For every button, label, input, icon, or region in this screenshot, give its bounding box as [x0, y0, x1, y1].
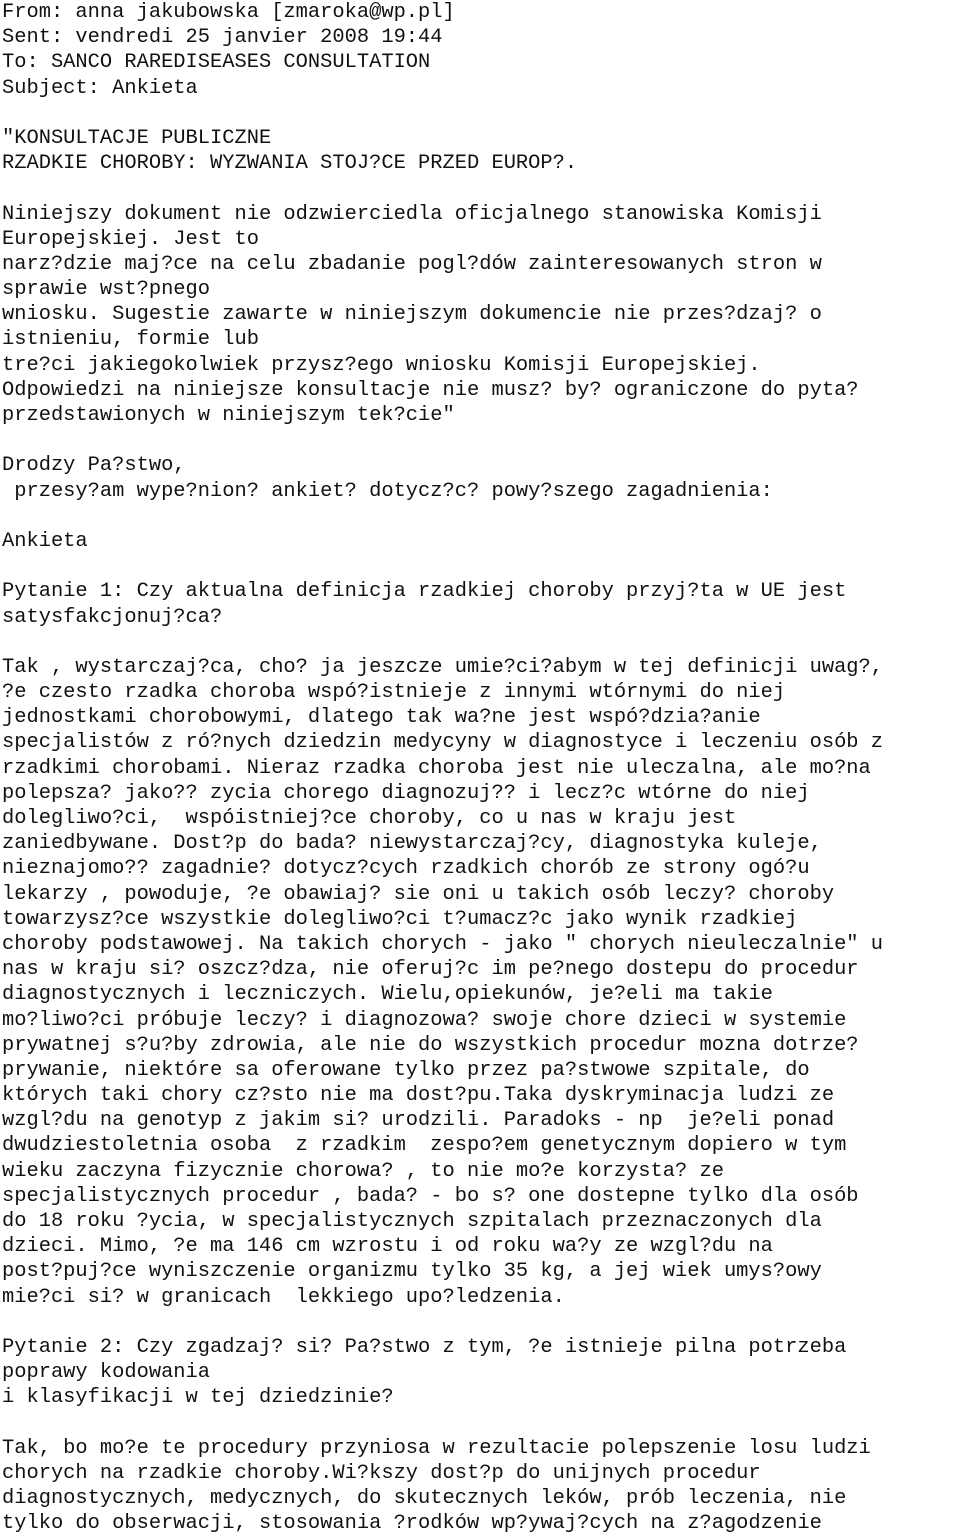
- disclaimer-line: sprawie wst?pnego: [2, 278, 211, 302]
- answer-1: [2, 655, 960, 1310]
- answer-line: prywanie, niektóre sa oferowane tylko przez pa?stwowe szpitale, do: [2, 1058, 810, 1082]
- disclaimer-line: Odpowiedzi na niniejsze konsultacje nie musz? by? ograniczone do pyta?: [2, 378, 859, 402]
- answer-line: zaniedbywane. Dost?p do bada? niewystarczaj?cy, diagnostyka kuleje,: [2, 832, 822, 856]
- answer-line: mo?liwo?ci próbuje leczy? i diagnozowa? swoje chore dzieci w systemie: [2, 1008, 847, 1032]
- answer-line: nieznajomo?? zagadnie? dotycz?cych rzadkich chorób ze strony ogó?u: [2, 857, 810, 881]
- spacer: [2, 1411, 960, 1436]
- answer-line: towarzysz?ce wszystkie dolegliwo?ci t?umacz?c jako wynik rzadkiej: [2, 907, 798, 931]
- header-to: To: SANCO RAREDISEASES CONSULTATION: [2, 51, 431, 75]
- spacer: [2, 176, 960, 201]
- answer-line: chorych na rzadkie choroby.Wi?kszy dost?p do unijnych procedur: [2, 1461, 761, 1485]
- greeting: [2, 453, 960, 503]
- consultation-title: [2, 126, 960, 176]
- answer-line: wzgl?du na genotyp z jakim si? urodzili. Paradoks - np je?eli ponad: [2, 1109, 835, 1133]
- email-header: [2, 0, 960, 101]
- answer-line: diagnostycznych, medycznych, do skutecznych leków, prób leczenia, nie: [2, 1487, 847, 1511]
- answer-line: dzieci. Mimo, ?e ma 146 cm wzrostu i od roku wa?y ze wzgl?du na: [2, 1235, 773, 1259]
- greeting-line: przesy?am wype?nion? ankiet? dotycz?c? powy?szego zagadnienia:: [2, 479, 773, 503]
- disclaimer-line: istnieniu, formie lub: [2, 328, 259, 352]
- title-line: "KONSULTACJE PUBLICZNE: [2, 126, 272, 150]
- spacer: [2, 554, 960, 579]
- answer-line: do 18 roku ?ycia, w specjalistycznych szpitalach przeznaczonych dla: [2, 1210, 822, 1233]
- spacer: [2, 1310, 960, 1335]
- answer-line: Tak, bo mo?e te procedury przyniosa w rezultacie polepszenie losu ludzi: [2, 1436, 871, 1460]
- disclaimer-line: przedstawionych w niniejszym tek?cie": [2, 404, 455, 427]
- question-line: Pytanie 2: Czy zgadzaj? si? Pa?stwo z tym, ?e istnieje pilna potrzeba: [2, 1335, 847, 1359]
- answer-2: [2, 1436, 960, 1532]
- header-subject: Subject: Ankieta: [2, 76, 198, 100]
- question-line: poprawy kodowania: [2, 1361, 211, 1385]
- answer-line: tylko do obserwacji, stosowania ?rodków wp?ywaj?cych na z?agodzenie: [2, 1512, 822, 1532]
- question-2: [2, 1335, 960, 1411]
- answer-line: jednostkami chorobowymi, dlatego tak wa?ne jest wspó?dzia?anie: [2, 706, 761, 730]
- spacer: [2, 428, 960, 453]
- header-sent: Sent: vendredi 25 janvier 2008 19:44: [2, 26, 443, 50]
- answer-line: nas w kraju si? oszcz?dza, nie oferuj?c im pe?nego dostepu do procedur: [2, 958, 859, 982]
- answer-line: których taki chory cz?sto nie ma dost?pu.Taka dyskryminacja ludzi ze: [2, 1084, 835, 1108]
- answer-line: dwudziestoletnia osoba z rzadkim zespo?em genetycznym dopiero w tym: [2, 1134, 847, 1158]
- answer-line: specjalistycznych procedur , bada? - bo s? one dostepne tylko dla osób: [2, 1184, 859, 1208]
- spacer: [2, 101, 960, 126]
- answer-line: prywatnej s?u?by zdrowia, ale nie do wszystkich procedur mozna dotrze?: [2, 1033, 859, 1057]
- answer-line: choroby podstawowej. Na takich chorych - jako " chorych nieuleczalnie" u: [2, 932, 884, 956]
- disclaimer-line: tre?ci jakiegokolwiek przysz?ego wniosku Komisji Europejskiej.: [2, 353, 761, 377]
- answer-line: Tak , wystarczaj?ca, cho? ja jeszcze umie?ci?abym w tej definicji uwag?,: [2, 655, 884, 679]
- question-line: i klasyfikacji w tej dziedzinie?: [2, 1386, 394, 1410]
- disclaimer-line: narz?dzie maj?ce na celu zbadanie pogl?dów zainteresowanych stron w: [2, 252, 822, 276]
- disclaimer-line: wniosku. Sugestie zawarte w niniejszym dokumencie nie przes?dzaj? o: [2, 303, 822, 327]
- email-body: [2, 0, 960, 1532]
- answer-line: specjalistów z ró?nych dziedzin medycyny w diagnostyce i leczeniu osób z: [2, 731, 884, 755]
- spacer: [2, 504, 960, 529]
- disclaimer-paragraph: [2, 202, 960, 429]
- disclaimer-line: Niniejszy dokument nie odzwierciedla oficjalnego stanowiska Komisji: [2, 202, 822, 226]
- answer-line: post?puj?ce wyniszczenie organizmu tylko 35 kg, a jej wiek umys?owy: [2, 1260, 822, 1284]
- greeting-line: Drodzy Pa?stwo,: [2, 454, 186, 478]
- answer-line: dolegliwo?ci, wspóistniej?ce choroby, co u nas w kraju jest: [2, 807, 737, 830]
- answer-line: ?e czesto rzadka choroba wspó?istnieje z innymi wtórnymi do niej: [2, 681, 786, 705]
- question-line: Pytanie 1: Czy aktualna definicja rzadkiej choroby przyj?ta w UE jest: [2, 580, 847, 604]
- answer-line: polepsza? jako?? zycia chorego diagnozuj?? i lecz?c wtórne do niej: [2, 781, 810, 805]
- question-line: satysfakcjonuj?ca?: [2, 605, 223, 629]
- answer-line: rzadkimi chorobami. Nieraz rzadka choroba jest nie uleczalna, ale mo?na: [2, 756, 871, 780]
- answer-line: diagnostycznych i leczniczych. Wielu,opiekunów, je?eli ma takie: [2, 983, 773, 1007]
- answer-line: lekarzy , powoduje, ?e obawiaj? sie oni u takich osób leczy? choroby: [2, 882, 835, 906]
- spacer: [2, 630, 960, 655]
- title-line: RZADKIE CHOROBY: WYZWANIA STOJ?CE PRZED EUROP?.: [2, 152, 578, 176]
- answer-line: mie?ci si? w granicach lekkiego upo?ledzenia.: [2, 1285, 565, 1309]
- disclaimer-line: Europejskiej. Jest to: [2, 227, 259, 251]
- question-1: [2, 579, 960, 629]
- section-title: Ankieta: [2, 529, 88, 553]
- answer-line: wieku zaczyna fizycznie chorowa? , to nie mo?e korzysta? ze: [2, 1159, 724, 1183]
- header-from: From: anna jakubowska [zmaroka@wp.pl]: [2, 1, 455, 24]
